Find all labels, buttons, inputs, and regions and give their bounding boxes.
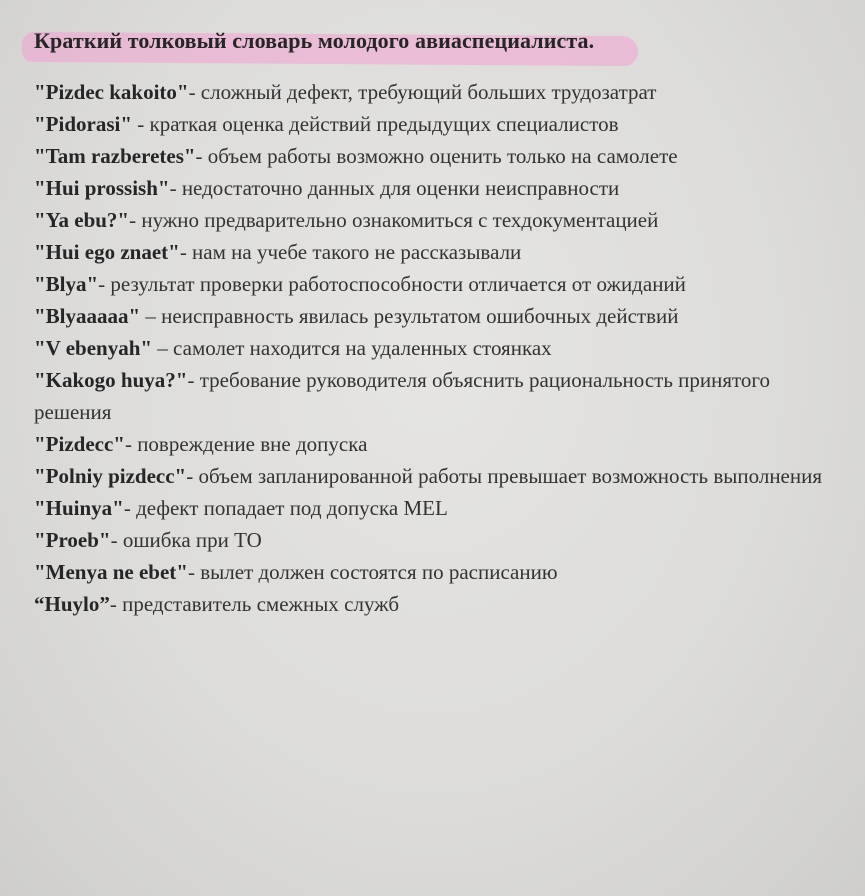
glossary-entry [34, 76, 835, 108]
glossary-term: "Huinya" [34, 496, 124, 520]
glossary-entry [34, 492, 835, 524]
glossary-entry [34, 204, 835, 236]
glossary-definition: – самолет находится на удаленных стоянках [152, 336, 552, 360]
page-title: Краткий толковый словарь молодого авиаспециалиста. [34, 28, 595, 53]
glossary-definition: - результат проверки работоспособности отличается от ожиданий [98, 272, 686, 296]
glossary-term: "Pizdecc" [34, 432, 125, 456]
glossary-entry [34, 364, 835, 428]
glossary-entry [34, 428, 835, 460]
glossary-term: "Blya" [34, 272, 99, 296]
title-block [34, 28, 594, 54]
glossary-definition: - краткая оценка действий предыдущих специалистов [132, 112, 619, 136]
glossary-entry [34, 332, 835, 364]
glossary-entry [34, 300, 835, 332]
glossary-entry [34, 268, 835, 300]
glossary-entry [34, 524, 835, 556]
glossary-definition: - повреждение вне допуска [124, 432, 368, 456]
glossary-definition: - объем запланированной работы превышает возможность выполнения [186, 464, 823, 488]
glossary-definition: - недостаточно данных для оценки неисправности [169, 176, 620, 200]
glossary-definition: - требование руководителя объяснить рациональность принятого решения [34, 368, 771, 424]
glossary-definition: – неисправность явилась результатом ошибочных действий [140, 304, 679, 328]
glossary-term: "Menya ne ebet" [34, 560, 188, 584]
glossary-definition: - нужно предварительно ознакомиться с техдокументацией [129, 208, 659, 232]
glossary-term: "Kakogo huya?" [34, 368, 188, 392]
glossary-term: “Huylo” [34, 592, 110, 616]
glossary-definition: - нам на учебе такого не рассказывали [179, 240, 522, 264]
glossary-term: "Blyaaaaa" [34, 304, 141, 328]
glossary-entry [34, 588, 835, 620]
glossary-entry [34, 140, 835, 172]
glossary-list [34, 76, 835, 620]
glossary-term: "Tam razberetes" [34, 144, 196, 168]
glossary-definition: - объем работы возможно оценить только на самолете [195, 144, 678, 168]
glossary-entry [34, 460, 835, 492]
glossary-entry [34, 556, 835, 588]
glossary-term: "Ya ebu?" [34, 208, 130, 232]
glossary-term: "Pizdec kakoito" [34, 80, 189, 104]
glossary-term: "Proeb" [34, 528, 111, 552]
glossary-term: "Hui ego znaet" [34, 240, 180, 264]
glossary-term: "V ebenyah" [34, 336, 153, 360]
glossary-definition: - сложный дефект, требующий больших трудозатрат [188, 80, 657, 104]
glossary-term: "Hui prossish" [34, 176, 170, 200]
glossary-term: "Pidorasi" [34, 112, 132, 136]
glossary-definition: - вылет должен состоятся по расписанию [187, 560, 558, 584]
glossary-definition: - дефект попадает под допуска MEL [123, 496, 448, 520]
glossary-entry [34, 172, 835, 204]
glossary-entry [34, 108, 835, 140]
glossary-definition: - представитель смежных служб [109, 592, 400, 616]
glossary-term: "Polniy pizdecc" [34, 464, 187, 488]
glossary-entry [34, 236, 835, 268]
glossary-definition: - ошибка при ТО [110, 528, 262, 552]
